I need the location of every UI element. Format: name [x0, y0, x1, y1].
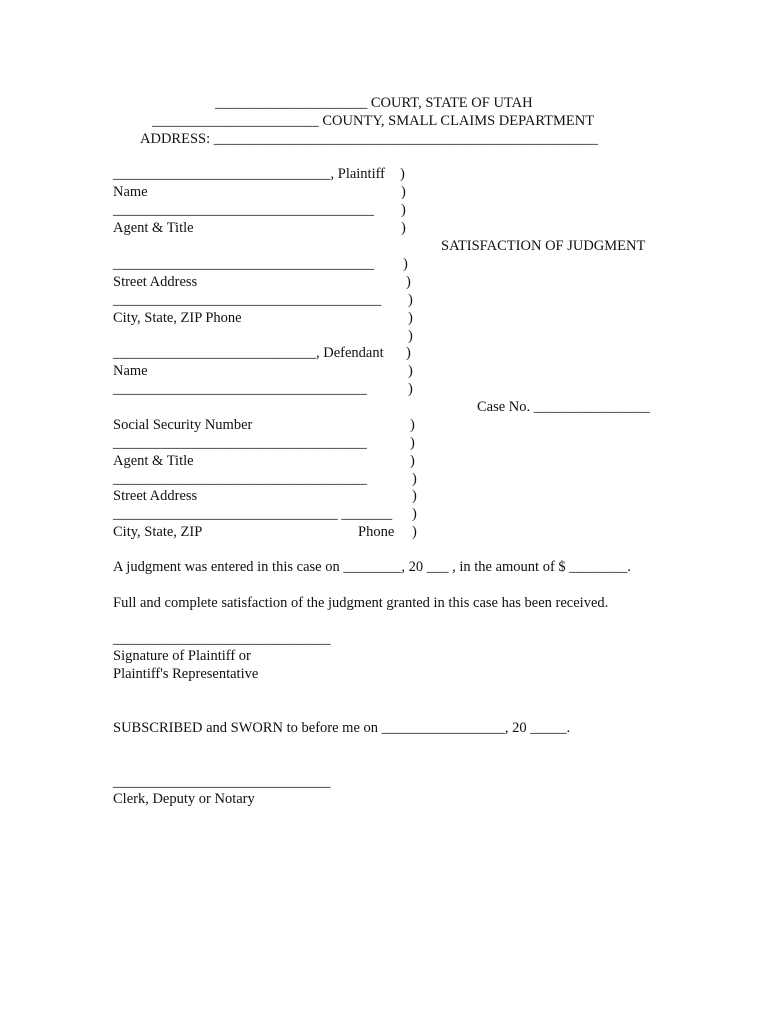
defendant-street-label: Street Address — [113, 488, 198, 504]
defendant-phone-label: Phone — [358, 524, 395, 540]
plaintiff-city-line: _____________________________________ — [113, 292, 382, 308]
caption-paren: ) — [408, 381, 413, 397]
defendant-city-label: City, State, ZIP — [113, 524, 203, 540]
defendant-agent-line: ___________________________________ — [113, 435, 367, 451]
caption-paren: ) — [401, 202, 406, 218]
caption-paren: ) — [412, 506, 417, 522]
caption-paren: ) — [408, 363, 413, 379]
judgment-sentence: A judgment was entered in this case on ________, 20 ___ , in the amount of $ ________. — [113, 559, 631, 575]
caption-paren: ) — [400, 166, 405, 182]
plaintiff-city-label: City, State, ZIP Phone — [113, 310, 242, 326]
plaintiff-name-label: Name — [113, 184, 148, 200]
satisfaction-sentence: Full and complete satisfaction of the judgment granted in this case has been received. — [113, 595, 609, 611]
court-line: _____________________ COURT, STATE OF UTAH — [215, 95, 533, 111]
caption-paren: ) — [410, 417, 415, 433]
plaintiff-agent-label: Agent & Title — [113, 220, 194, 236]
plaintiff-agent-line: ____________________________________ — [113, 202, 374, 218]
signature-line: ______________________________ — [113, 631, 331, 647]
caption-paren: ) — [401, 220, 406, 236]
caption-paren: ) — [412, 524, 417, 540]
caption-paren: ) — [408, 292, 413, 308]
case-number: Case No. ________________ — [477, 399, 650, 415]
caption-paren: ) — [412, 488, 417, 504]
signature-label-2: Plaintiff's Representative — [113, 666, 259, 682]
caption-paren: ) — [408, 328, 413, 344]
signature-label-1: Signature of Plaintiff or — [113, 648, 251, 664]
plaintiff-line: ______________________________, Plaintiff — [113, 166, 386, 182]
caption-paren: ) — [401, 184, 406, 200]
defendant-name-label: Name — [113, 363, 148, 379]
defendant-agent-label: Agent & Title — [113, 453, 194, 469]
caption-paren: ) — [406, 345, 411, 361]
caption-paren: ) — [408, 310, 413, 326]
caption-paren: ) — [410, 453, 415, 469]
notary-label: Clerk, Deputy or Notary — [113, 791, 255, 807]
notary-line: ______________________________ — [113, 774, 331, 790]
plaintiff-street-label: Street Address — [113, 274, 198, 290]
caption-paren: ) — [410, 435, 415, 451]
document-title: SATISFACTION OF JUDGMENT — [441, 238, 646, 254]
caption-paren: ) — [403, 256, 408, 272]
defendant-street-line: ___________________________________ — [113, 471, 367, 487]
defendant-line: ____________________________, Defendant — [113, 345, 384, 361]
caption-paren: ) — [406, 274, 411, 290]
address-line: ADDRESS: _____________________________________________________ — [140, 131, 598, 147]
plaintiff-street-line: ____________________________________ — [113, 256, 374, 272]
county-line: _______________________ COUNTY, SMALL CLAIMS DEPARTMENT — [152, 113, 595, 129]
defendant-ssn-line: ___________________________________ — [113, 381, 367, 397]
caption-paren: ) — [412, 471, 417, 487]
defendant-city-line: _______________________________ _______ — [113, 506, 393, 522]
sworn-statement: SUBSCRIBED and SWORN to before me on _________________, 20 _____. — [113, 720, 571, 736]
defendant-ssn-label: Social Security Number — [113, 417, 253, 433]
